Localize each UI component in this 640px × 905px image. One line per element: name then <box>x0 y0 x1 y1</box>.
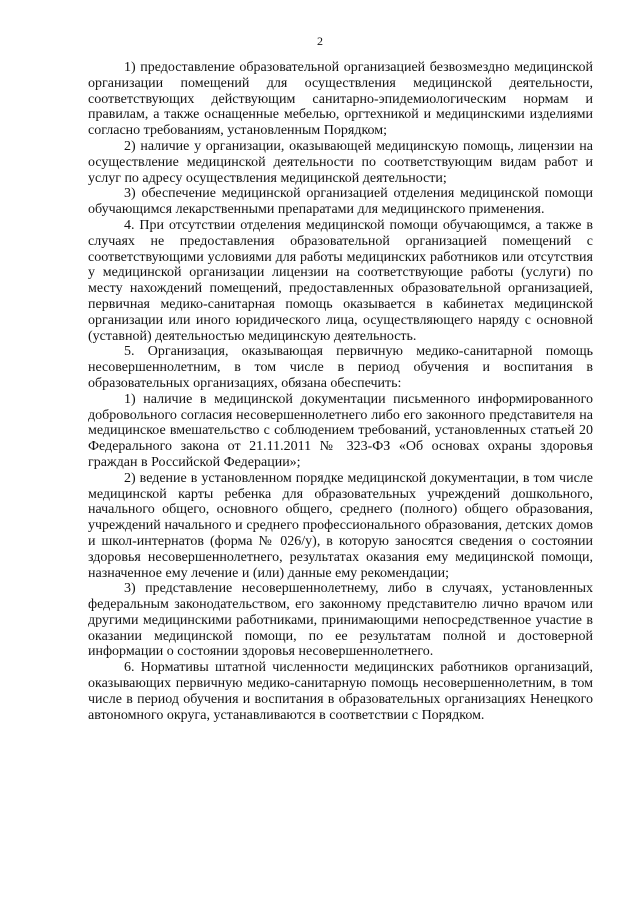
paragraph-item-2: 2) наличие у организации, оказывающей медицинскую помощь, лицензии на осуществление медицинской деятельности по соответствующим видам работ и услуг по адресу осуществления медицинской деятельности; <box>88 138 593 186</box>
paragraph-item-5-3: 3) представление несовершеннолетнему, либо в случаях, установленных федеральным законодательством, его законному представителю лично врачом или другими медицинскими работниками, принимающими непосредственное участие в оказании медицинской помощи, по ее результатам полной и достоверной информации о состоянии здоровья несовершеннолетнего. <box>88 581 593 660</box>
paragraph-section-6: 6. Нормативы штатной численности медицинских работников организаций, оказывающих первичную медико-санитарную помощь несовершеннолетним, в том числе в период обучения и воспитания в образовательных организациях Ненецкого автономного округа, устанавливаются в соответствии с Порядком. <box>88 660 593 723</box>
document-body <box>88 60 593 723</box>
paragraph-item-5-2: 2) ведение в установленном порядке медицинской документации, в том числе медицинской карты ребенка для образовательных учреждений дошкольного, начального общего, основного общего, среднего (полного) общего образования, учреждений начального и среднего профессионального образования, детских домов и школ-интернатов (форма № 026/у), в которую заносятся сведения о состоянии здоровья несовершеннолетнего, результатах оказания ему медицинской помощи, назначенное ему лечение и (или) данные ему рекомендации; <box>88 470 593 581</box>
paragraph-section-5: 5. Организация, оказывающая первичную медико-санитарной помощь несовершеннолетним, в том числе в период обучения и воспитания в образовательных организациях, обязана обеспечить: <box>88 344 593 391</box>
paragraph-item-1: 1) предоставление образовательной организацией безвозмездно медицинской организации помещений для осуществления медицинской деятельности, соответствующих действующим санитарно-эпидемиологическим нормам и правилам, а также оснащенные мебелью, оргтехникой и медицинскими изделиями согласно требованиям, установленным Порядком; <box>88 60 593 139</box>
paragraph-item-5-1: 1) наличие в медицинской документации письменного информированного добровольного согласия несовершеннолетнего либо его законного представителя на медицинское вмешательство с соблюдением требований, установленных статьей 20 Федерального закона от 21.11.2011 № 323-ФЗ «Об основах охраны здоровья граждан в Российской Федерации»; <box>88 391 593 470</box>
paragraph-item-3: 3) обеспечение медицинской организацией отделения медицинской помощи обучающимся лекарственными препаратами для медицинского применения. <box>88 186 593 218</box>
page-number: 2 <box>317 34 323 48</box>
paragraph-section-4: 4. При отсутствии отделения медицинской помощи обучающимся, а также в случаях не предоставления образовательной организацией помещений с соответствующими условиями для работы медицинских работников или отсутствия у медицинской организации лицензии на соответствующие работы (услуги) по месту нахождений помещений, предоставленных образовательной организацией, первичная медико-санитарная помощь оказывается в кабинетах медицинской организации или иного юридического лица, осуществляющего наряду с основной (уставной) деятельностью медицинскую деятельность. <box>88 217 593 344</box>
